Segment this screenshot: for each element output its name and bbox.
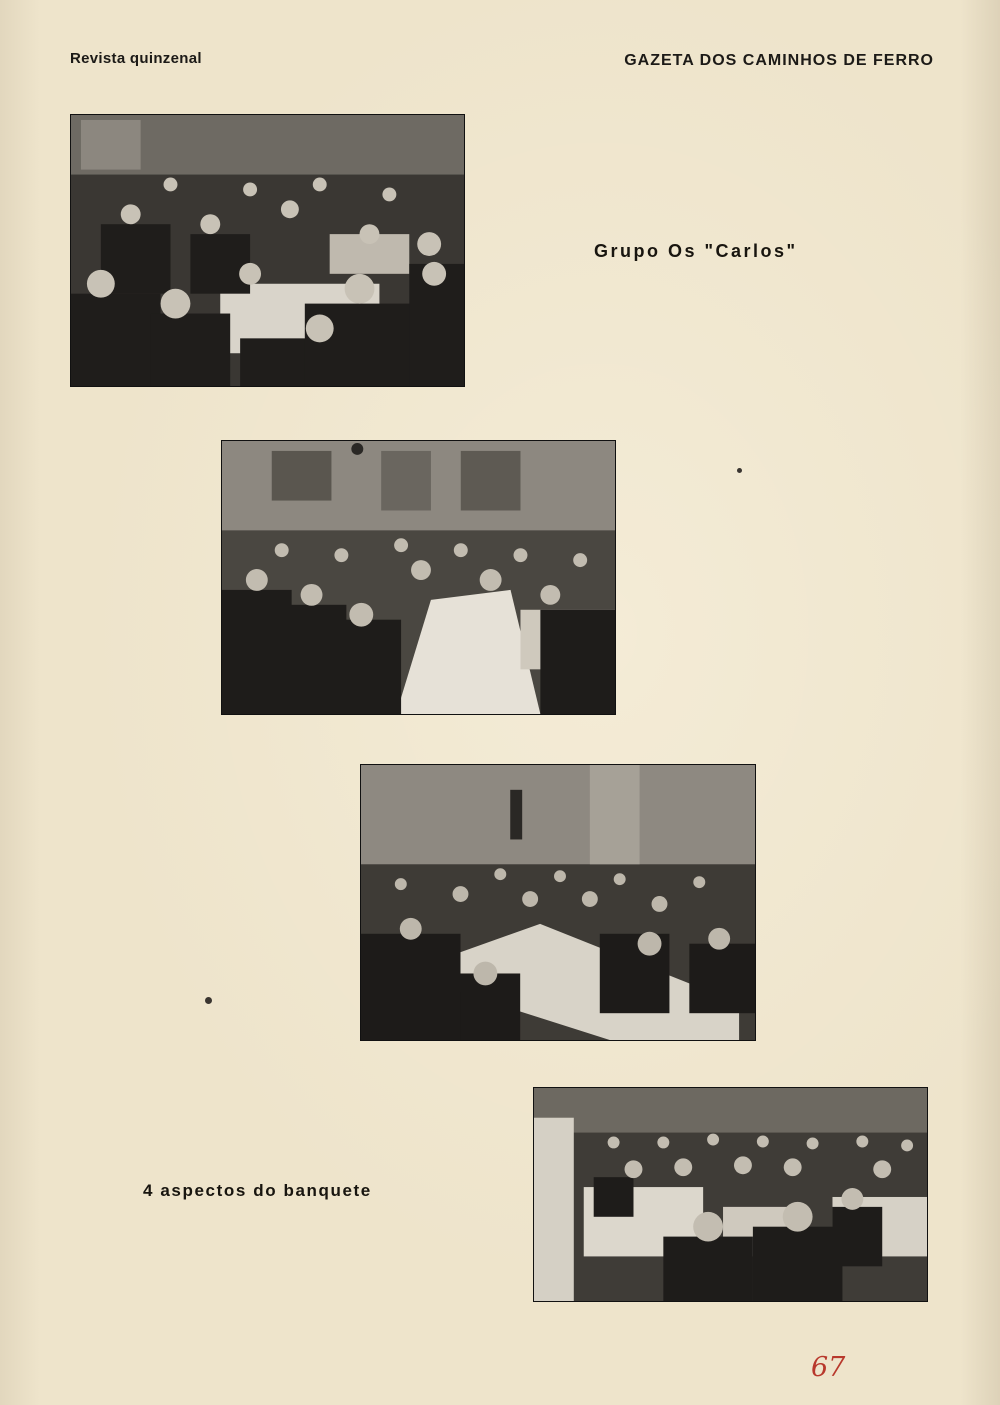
header-magazine-title: GAZETA DOS CAMINHOS DE FERRO [624, 52, 934, 69]
ink-speck [737, 468, 742, 473]
banquet-photo-4 [533, 1087, 928, 1302]
ink-speck [205, 997, 212, 1004]
header-publication-frequency: Revista quinzenal [70, 50, 202, 67]
page-number: 67 [811, 1352, 846, 1383]
group-caption: Grupo Os "Carlos" [594, 241, 798, 261]
banquet-photo-1 [70, 114, 465, 387]
banquet-photo-3 [360, 764, 756, 1041]
banquet-photo-2 [221, 440, 616, 715]
banquet-caption: 4 aspectos do banquete [143, 1181, 372, 1200]
